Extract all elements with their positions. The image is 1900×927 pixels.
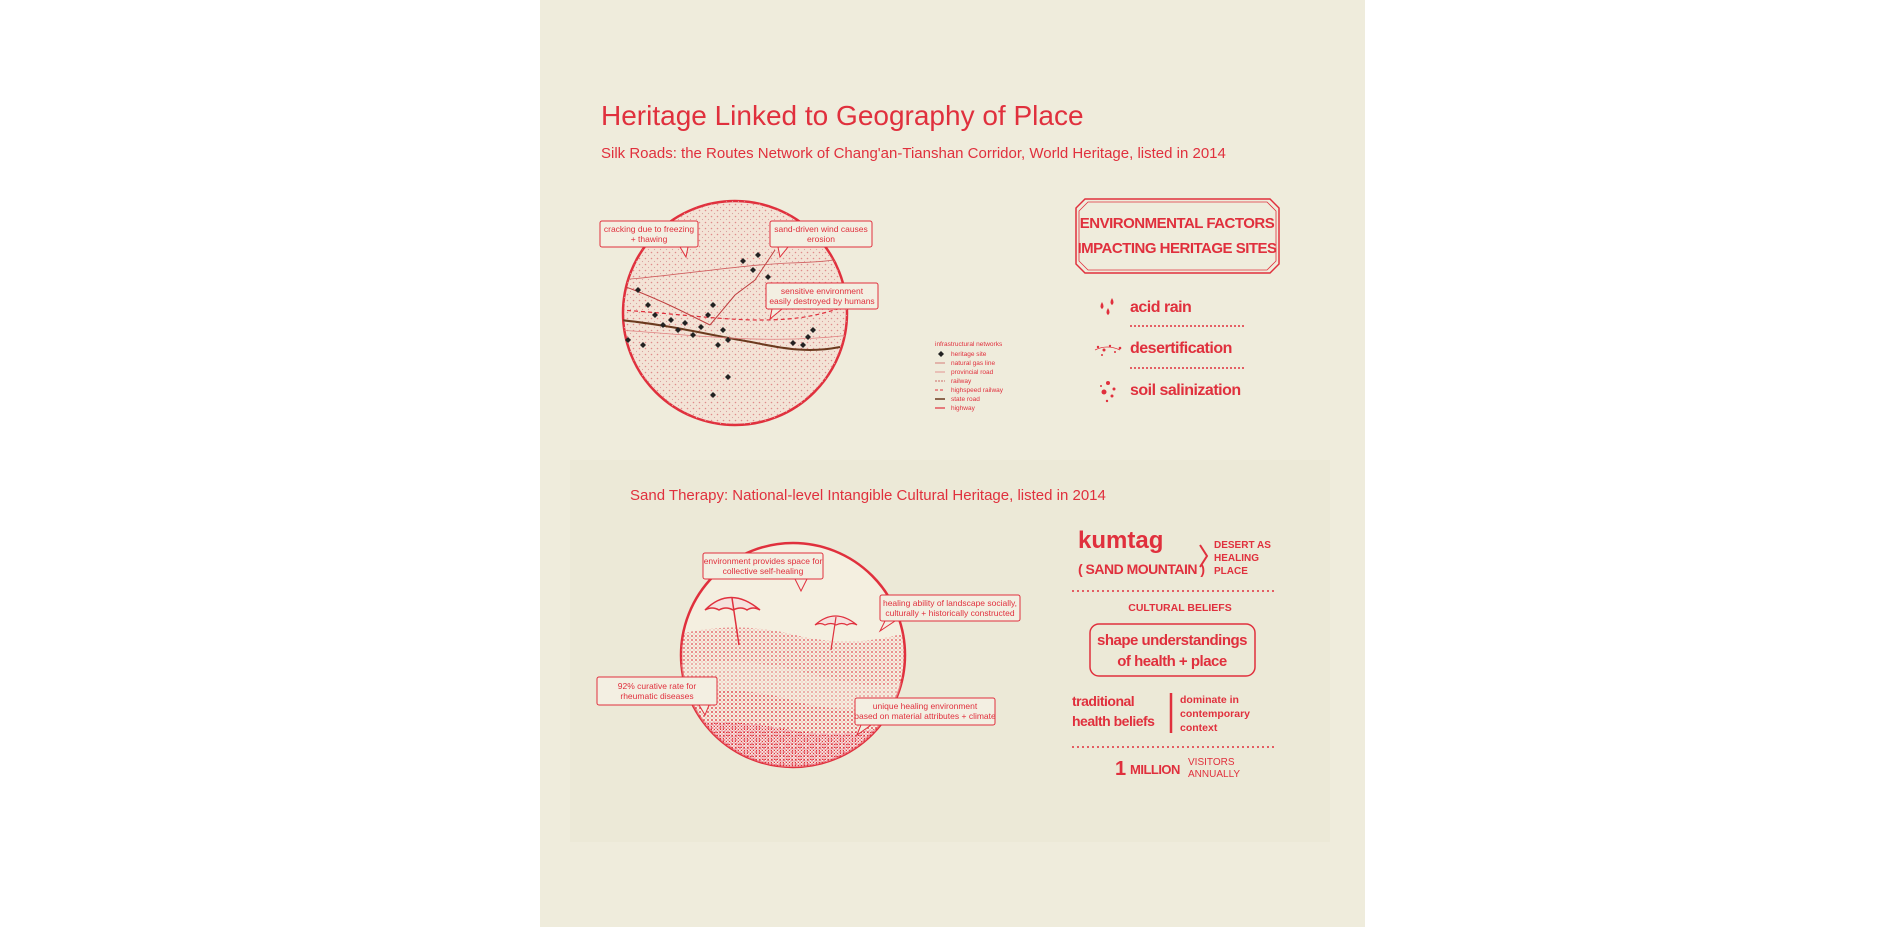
- visitors-label-2: ANNUALLY: [1188, 769, 1241, 780]
- callout-text: sand-driven wind causes: [774, 224, 868, 234]
- callout-text: based on material attributes + climate: [854, 711, 996, 721]
- env-factors-box: [1075, 198, 1280, 274]
- silk-roads-map: [590, 185, 940, 435]
- callout-text: unique healing environment: [872, 701, 978, 711]
- dominate-context-2: contemporary: [1180, 708, 1251, 720]
- soil-salinization-icon: [1100, 381, 1116, 402]
- callout-text: healing ability of landscape socially,: [882, 598, 1018, 608]
- legend-item: provincial road: [951, 369, 994, 376]
- desert-healing-3: PLACE: [1214, 566, 1248, 577]
- visitors-label-1: VISITORS: [1188, 757, 1235, 768]
- cultural-beliefs-label: CULTURAL BELIEFS: [1128, 602, 1232, 614]
- env-factors-title-1: ENVIRONMENTAL FACTORS: [1079, 215, 1275, 232]
- legend-item: natural gas line: [951, 360, 996, 367]
- section1-subtitle: Silk Roads: the Routes Network of Chang'an-Tianshan Corridor, World Heritage, listed in 2014: [601, 145, 1226, 162]
- callout-text: + thawing: [630, 234, 668, 244]
- section2-subtitle: Sand Therapy: National-level Intangible Cultural Heritage, listed in 2014: [630, 487, 1106, 504]
- desertification-icon: [1095, 345, 1121, 356]
- shape-understandings-1: shape understandings: [1096, 632, 1248, 649]
- shape-understandings-2: of health + place: [1117, 653, 1227, 670]
- acid-rain-icon: [1101, 298, 1114, 315]
- million-word: MILLION: [1130, 762, 1180, 777]
- callout-text: culturally + historically constructed: [885, 608, 1015, 618]
- sand-mountain-label: ( SAND MOUNTAIN ): [1078, 561, 1205, 577]
- callout-text: environment provides space for: [703, 556, 823, 566]
- desert-healing-2: HEALING: [1214, 553, 1259, 564]
- factor-soil-salinization: soil salinization: [1130, 382, 1241, 399]
- poster: [540, 0, 1365, 927]
- legend-item: heritage site: [951, 351, 987, 358]
- env-factors-title-2: IMPACTING HERITAGE SITES: [1077, 240, 1277, 257]
- desert-healing-1: DESERT AS: [1214, 540, 1271, 551]
- legend-item: highway: [951, 405, 975, 412]
- callout-text: rheumatic diseases: [620, 691, 694, 701]
- map-legend: [935, 340, 1030, 420]
- million-number: 1: [1115, 758, 1127, 780]
- factor-desertification: desertification: [1130, 340, 1232, 357]
- page-title: Heritage Linked to Geography of Place: [601, 100, 1084, 131]
- dominate-context-3: context: [1180, 722, 1218, 734]
- factor-acid-rain: acid rain: [1130, 299, 1192, 316]
- callout-text: erosion: [807, 234, 835, 244]
- callout-text: collective self-healing: [722, 566, 804, 576]
- legend-item: state road: [951, 396, 980, 403]
- sand-therapy-facts: [1070, 528, 1290, 788]
- sand-therapy-illustration: [595, 535, 1018, 775]
- callout-text: 92% curative rate for: [617, 681, 697, 691]
- kumtag-label: kumtag: [1078, 527, 1164, 554]
- callout-text: easily destroyed by humans: [769, 296, 875, 306]
- callout-text: sensitive environment: [780, 286, 864, 296]
- legend-item: highspeed railway: [951, 387, 1004, 394]
- legend-title: infrastructural networks: [935, 341, 1003, 348]
- traditional-beliefs-2: health beliefs: [1072, 713, 1155, 729]
- dominate-context-1: dominate in: [1180, 694, 1239, 706]
- env-factor-list: [1090, 290, 1290, 410]
- legend-item: railway: [951, 378, 972, 385]
- callout-text: cracking due to freezing: [603, 224, 695, 234]
- traditional-beliefs-1: traditional: [1072, 693, 1135, 709]
